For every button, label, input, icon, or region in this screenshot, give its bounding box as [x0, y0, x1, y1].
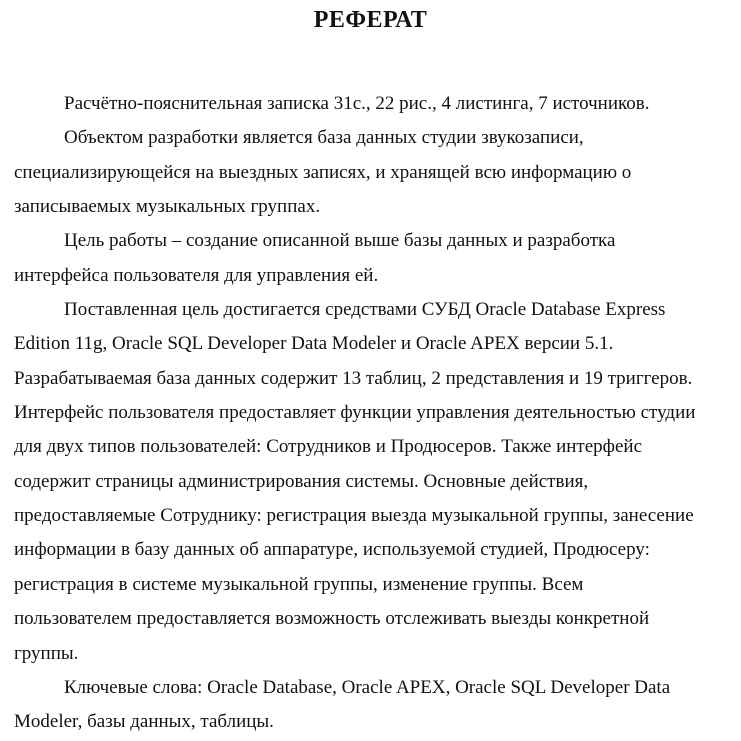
text-line: Modeler, базы данных, таблицы.: [14, 711, 274, 733]
paragraph-goal: [14, 224, 741, 293]
text-line: группы.: [14, 642, 79, 664]
text-line: Поставленная цель достигается средствами СУБД Oracle Database Express: [64, 299, 666, 321]
text-line: Расчётно-пояснительная записка 31с., 22 рис., 4 листинга, 7 источников.: [64, 93, 650, 114]
text-line: регистрация в системе музыкальной группы, изменение группы. Всем: [14, 573, 584, 595]
text-line: записываемых музыкальных группах.: [14, 196, 321, 218]
text-line: Edition 11g, Oracle SQL Developer Data Modeler и Oracle APEX версии 5.1.: [14, 333, 614, 355]
text-line: специализирующейся на выездных записях, и хранящей всю информацию о: [14, 161, 632, 183]
text-line: содержит страницы администрирования системы. Основные действия,: [14, 470, 589, 492]
text-line: Разрабатываемая база данных содержит 13 таблиц, 2 представления и 19 триггеров.: [14, 367, 693, 389]
text-line: информации в базу данных об аппаратуре, используемой студией, Продюсеру:: [14, 539, 650, 561]
text-line: предоставляемые Сотруднику: регистрация выезда музыкальной группы, занесение: [14, 505, 694, 527]
paragraph-summary: [14, 87, 741, 121]
paragraph-object: [14, 121, 741, 224]
text-line: для двух типов пользователей: Сотрудников и Продюсеров. Также интерфейс: [14, 436, 643, 458]
document-title: РЕФЕРАТ: [313, 7, 428, 33]
text-line: Ключевые слова: Oracle Database, Oracle APEX, Oracle SQL Developer Data: [64, 676, 671, 698]
text-line: Интерфейс пользователя предоставляет функции управления деятельностью студии: [14, 402, 696, 424]
text-line: Цель работы – создание описанной выше базы данных и разработка: [64, 230, 616, 252]
text-line: пользователем предоставляется возможность отслеживать выезды конкретной: [14, 608, 650, 630]
document-body: [14, 87, 741, 740]
paragraph-keywords: [14, 671, 741, 740]
text-line: Объектом разработки является база данных студии звукозаписи,: [64, 127, 584, 149]
text-line: интерфейса пользователя для управления ей.: [14, 264, 379, 286]
paragraph-means: [14, 293, 741, 671]
